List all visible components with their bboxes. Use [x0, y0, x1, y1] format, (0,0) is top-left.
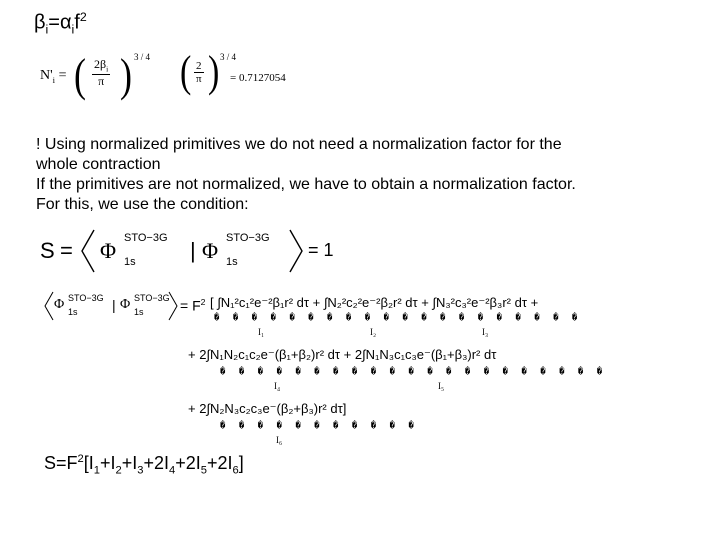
left-paren: ( [74, 49, 86, 101]
explanation-paragraph [36, 135, 686, 215]
left-angle-bracket-icon [44, 291, 54, 321]
placeholder-glyphs-3: � � � � � � � � � � � [220, 421, 418, 431]
phi-symbol: Φ [100, 238, 117, 263]
label-i1: I₁ [258, 327, 265, 337]
equals-sign: = [60, 238, 73, 263]
label-i4: I₄ [274, 381, 281, 391]
normalization-condition [40, 228, 340, 276]
f-symbol: f [74, 11, 80, 34]
left-angle-bracket-icon [80, 228, 96, 274]
superscript-2: 2 [79, 10, 87, 24]
left-paren-2: ( [180, 48, 192, 97]
paragraph-line: If the primitives are not normalized, we have to obtain a normalization factor. [36, 176, 576, 193]
equals-alpha: =α [48, 11, 72, 34]
subscript-i: i [71, 22, 75, 37]
subscript-i: i [45, 22, 49, 37]
fraction-2beta-pi: $\frac{2\beta_i}{\pi}$ [94, 57, 109, 88]
bra-superscript: STO−3G [68, 293, 104, 303]
placeholder-glyphs-2: � � � � � � � � � � � � � � � � � � � � � [220, 367, 607, 377]
expansion-line-3: + 2∫N₂N₃c₂c₃e⁻(β₂+β₃)r² dτ] [188, 401, 347, 416]
s-symbol: S [40, 238, 55, 263]
ket-subscript: 1s [134, 307, 144, 317]
ket-superscript: STO−3G [134, 293, 170, 303]
lhs-subscript: i [52, 74, 56, 85]
placeholder-glyphs-1: � � � � � � � � � � � � � � � � � � � � [214, 313, 582, 323]
expansion-line-1: [ ∫N₁²c₁²e⁻²β₁r² dτ + ∫N₂²c₂²e⁻²β₂r² dτ + ∫N₃²c₃²e⁻²β₃r² dτ + [210, 295, 539, 310]
expansion-line-2: + 2∫N₁N₂c₁c₂e⁻(β₁+β₂)r² dτ + 2∫N₁N₃c₁c₃e⁻(β₁+β₃)r² dτ [188, 347, 497, 362]
phi-subscript-2: 1s [226, 256, 238, 268]
right-angle-bracket-icon [288, 228, 304, 274]
exponent-3-4: 3 / 4 [134, 52, 151, 62]
bra-subscript: 1s [68, 307, 78, 317]
final-sum-formula: $S=F^2[I_1+I_2+I_3+2I_4+2I_5+2I_6]$ [44, 453, 244, 477]
label-i3: I₃ [482, 327, 489, 337]
f-exponent: 2 [200, 297, 206, 307]
phi-superscript-2: STO−3G [226, 232, 270, 244]
phi-superscript: STO−3G [124, 232, 168, 244]
label-i2: I₂ [370, 327, 377, 337]
phi-subscript: 1s [124, 256, 136, 268]
paragraph-line: For this, we use the condition: [36, 196, 249, 213]
paragraph-line: whole contraction [36, 156, 161, 173]
label-i5: I₅ [438, 381, 445, 391]
equals-sign: = [58, 68, 67, 83]
paragraph-line: ! Using normalized primitives we do not need a normalization factor for the [36, 136, 562, 153]
right-paren-2: ) [208, 48, 220, 97]
condition-rhs: = 1 [308, 240, 334, 260]
beta-symbol: β [34, 11, 46, 34]
n-prime: N' [40, 68, 53, 83]
bra-ket-bar: | [190, 238, 196, 263]
title-formula [34, 10, 87, 37]
equals-f: = F [180, 297, 201, 314]
right-paren: ) [120, 49, 132, 101]
right-angle-bracket-icon [168, 291, 178, 321]
exponent-3-4-b: 3 / 4 [220, 52, 237, 62]
normalization-formula [40, 48, 310, 102]
phi-symbol-2: Φ [202, 238, 219, 263]
normalization-result: = 0.7127054 [230, 72, 286, 84]
fraction-2-pi: $\frac{2}{\pi}$ [195, 60, 202, 86]
label-i6: I₆ [276, 435, 283, 445]
expansion-block: Φ STO−3G 1s | Φ STO−3G 1s = $F^2$ [ ∫N₁²c₁²e⁻²β₁r² dτ + ∫N₂²c₂²e⁻²β₂r² dτ + ∫N₃²c₃²e⁻²β₃r² dτ + � � � � � � � � � � � � � � � � � � � � I₁ I₂ I₃ + 2∫N₁N₂c₁c₂e⁻(β₁+β₂)r² dτ + 2∫N₁N₃c₁c₃e⁻(β₁+β₃)r² dτ � � � � � � � � � � � � � � � � � � � � � I₄ I₅ + 2∫N₂N₃c₂c₃e⁻(β₂+β₃)r² dτ] � � � � � � � � � � � I₆ [44, 285, 714, 450]
